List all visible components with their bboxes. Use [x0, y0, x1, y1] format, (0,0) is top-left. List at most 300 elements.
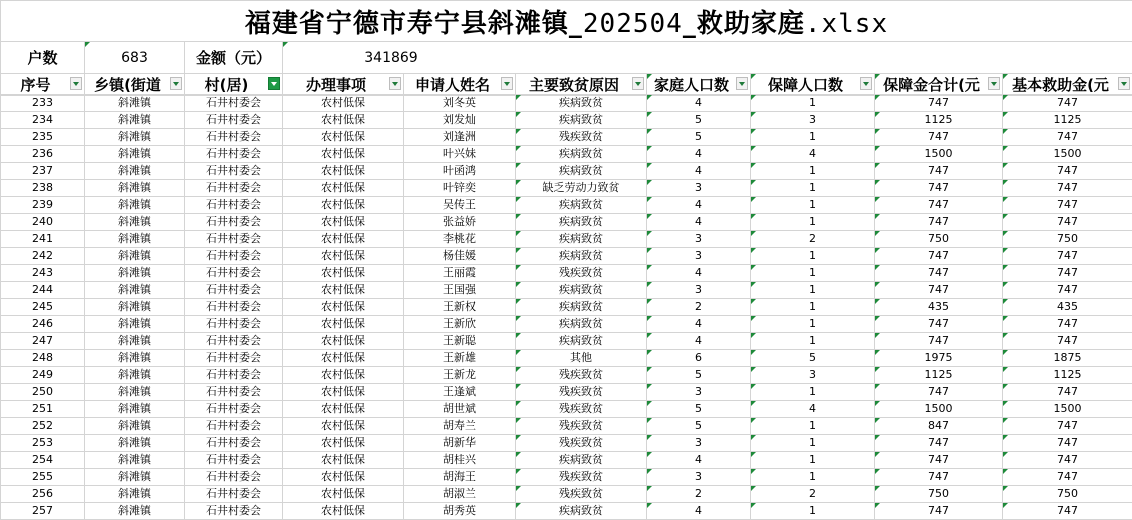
total-amount-cell[interactable]: 747	[875, 95, 1003, 112]
matter-cell[interactable]: 农村低保	[283, 299, 404, 316]
index-cell[interactable]: 248	[1, 350, 85, 367]
total-amount-cell[interactable]: 747	[875, 163, 1003, 180]
village-cell[interactable]: 石井村委会	[185, 163, 283, 180]
title-part-cn2: _救助家庭	[683, 9, 805, 39]
family-size-cell[interactable]: 5	[647, 401, 751, 418]
family-size-cell[interactable]: 4	[647, 95, 751, 112]
covered-size-cell[interactable]: 1	[751, 384, 875, 401]
matter-cell[interactable]: 农村低保	[283, 282, 404, 299]
village-cell[interactable]: 石井村委会	[185, 503, 283, 520]
reason-cell[interactable]: 残疾致贫	[516, 129, 647, 146]
township-cell[interactable]: 斜滩镇	[85, 265, 185, 282]
reason-cell[interactable]: 残疾致贫	[516, 367, 647, 384]
matter-cell[interactable]: 农村低保	[283, 486, 404, 503]
covered-size-cell[interactable]: 1	[751, 469, 875, 486]
applicant-cell[interactable]: 叶兴妹	[404, 146, 516, 163]
index-cell[interactable]: 246	[1, 316, 85, 333]
index-cell[interactable]: 244	[1, 282, 85, 299]
covered-size-cell[interactable]: 1	[751, 333, 875, 350]
filter-active-icon[interactable]	[268, 77, 280, 90]
total-amount-cell[interactable]: 747	[875, 248, 1003, 265]
covered-size-cell[interactable]: 3	[751, 367, 875, 384]
covered-size-cell[interactable]: 1	[751, 503, 875, 520]
covered-size-cell[interactable]: 1	[751, 129, 875, 146]
matter-cell[interactable]: 农村低保	[283, 316, 404, 333]
matter-cell[interactable]: 农村低保	[283, 112, 404, 129]
basic-amount-cell[interactable]: 747	[1003, 95, 1132, 112]
township-cell[interactable]: 斜滩镇	[85, 418, 185, 435]
family-size-cell[interactable]: 6	[647, 350, 751, 367]
village-cell[interactable]: 石井村委会	[185, 112, 283, 129]
table-row	[1, 197, 1132, 214]
total-amount-cell[interactable]: 1975	[875, 350, 1003, 367]
total-amount-cell[interactable]: 1500	[875, 401, 1003, 418]
basic-amount-cell[interactable]: 1500	[1003, 146, 1132, 163]
filter-dropdown-icon[interactable]	[501, 77, 513, 90]
township-cell[interactable]: 斜滩镇	[85, 231, 185, 248]
total-amount-cell[interactable]: 1125	[875, 367, 1003, 384]
total-amount-cell[interactable]: 747	[875, 214, 1003, 231]
sheet-title-cell[interactable]	[1, 1, 1132, 42]
reason-cell[interactable]: 残疾致贫	[516, 469, 647, 486]
matter-cell[interactable]: 农村低保	[283, 197, 404, 214]
covered-size-cell[interactable]: 1	[751, 299, 875, 316]
village-cell[interactable]: 石井村委会	[185, 95, 283, 112]
covered-size-cell[interactable]: 4	[751, 146, 875, 163]
total-amount-cell[interactable]: 1125	[875, 112, 1003, 129]
applicant-cell[interactable]: 王新欣	[404, 316, 516, 333]
covered-size-cell[interactable]: 2	[751, 231, 875, 248]
total-amount-cell[interactable]: 747	[875, 384, 1003, 401]
family-size-cell[interactable]: 4	[647, 214, 751, 231]
matter-cell[interactable]: 农村低保	[283, 333, 404, 350]
family-size-cell[interactable]: 3	[647, 384, 751, 401]
village-cell[interactable]: 石井村委会	[185, 384, 283, 401]
basic-amount-cell[interactable]: 747	[1003, 435, 1132, 452]
total-amount-cell[interactable]: 750	[875, 231, 1003, 248]
column-header-label: 家庭人口数	[654, 74, 729, 95]
family-size-cell[interactable]: 4	[647, 265, 751, 282]
reason-cell[interactable]: 疾病致贫	[516, 163, 647, 180]
applicant-cell[interactable]: 胡世斌	[404, 401, 516, 418]
township-cell[interactable]: 斜滩镇	[85, 129, 185, 146]
township-cell[interactable]: 斜滩镇	[85, 486, 185, 503]
col-header-township[interactable]	[85, 74, 185, 96]
basic-amount-cell[interactable]: 747	[1003, 129, 1132, 146]
township-cell[interactable]: 斜滩镇	[85, 435, 185, 452]
family-size-cell[interactable]: 4	[647, 316, 751, 333]
column-header-label: 村(居)	[205, 74, 249, 95]
family-size-cell[interactable]: 3	[647, 248, 751, 265]
township-cell[interactable]: 斜滩镇	[85, 299, 185, 316]
family-size-cell[interactable]: 3	[647, 469, 751, 486]
amount-label-cell[interactable]: 金额（元）	[185, 42, 283, 74]
village-cell[interactable]: 石井村委会	[185, 197, 283, 214]
table-row	[1, 248, 1132, 265]
family-size-cell[interactable]: 3	[647, 435, 751, 452]
total-amount-cell[interactable]: 747	[875, 452, 1003, 469]
covered-size-cell[interactable]: 1	[751, 282, 875, 299]
col-header-family-size[interactable]	[647, 74, 751, 96]
township-cell[interactable]: 斜滩镇	[85, 163, 185, 180]
applicant-cell[interactable]: 胡秀英	[404, 503, 516, 520]
table-row	[1, 333, 1132, 350]
filter-dropdown-icon[interactable]	[1118, 77, 1130, 90]
index-cell[interactable]: 241	[1, 231, 85, 248]
applicant-cell[interactable]: 杨佳媛	[404, 248, 516, 265]
applicant-cell[interactable]: 叶函鸿	[404, 163, 516, 180]
township-cell[interactable]: 斜滩镇	[85, 401, 185, 418]
total-amount-cell[interactable]: 747	[875, 197, 1003, 214]
reason-cell[interactable]: 疾病致贫	[516, 146, 647, 163]
reason-cell[interactable]: 残疾致贫	[516, 265, 647, 282]
applicant-cell[interactable]: 胡海王	[404, 469, 516, 486]
village-cell[interactable]: 石井村委会	[185, 418, 283, 435]
township-cell[interactable]: 斜滩镇	[85, 197, 185, 214]
applicant-cell[interactable]: 李桃花	[404, 231, 516, 248]
village-cell[interactable]: 石井村委会	[185, 316, 283, 333]
col-header-basic-amount[interactable]	[1003, 74, 1132, 96]
index-cell[interactable]: 247	[1, 333, 85, 350]
index-cell[interactable]: 242	[1, 248, 85, 265]
index-cell[interactable]: 238	[1, 180, 85, 197]
applicant-cell[interactable]: 王新龙	[404, 367, 516, 384]
col-header-covered-size[interactable]	[751, 74, 875, 96]
reason-cell[interactable]: 疾病致贫	[516, 316, 647, 333]
matter-cell[interactable]: 农村低保	[283, 401, 404, 418]
total-amount-cell[interactable]: 747	[875, 469, 1003, 486]
reason-cell[interactable]: 疾病致贫	[516, 333, 647, 350]
applicant-cell[interactable]: 张益娇	[404, 214, 516, 231]
family-size-cell[interactable]: 2	[647, 486, 751, 503]
family-size-cell[interactable]: 5	[647, 112, 751, 129]
matter-cell[interactable]: 农村低保	[283, 418, 404, 435]
amount-value: 341869	[283, 50, 499, 66]
index-cell[interactable]: 254	[1, 452, 85, 469]
basic-amount-cell[interactable]: 747	[1003, 469, 1132, 486]
township-cell[interactable]: 斜滩镇	[85, 367, 185, 384]
column-header-row	[0, 73, 1132, 96]
basic-amount-cell[interactable]: 747	[1003, 197, 1132, 214]
filter-dropdown-icon[interactable]	[70, 77, 82, 90]
index-cell[interactable]: 252	[1, 418, 85, 435]
total-amount-cell[interactable]: 435	[875, 299, 1003, 316]
table-row	[1, 214, 1132, 231]
applicant-cell[interactable]: 王逢斌	[404, 384, 516, 401]
matter-cell[interactable]: 农村低保	[283, 248, 404, 265]
applicant-cell[interactable]: 胡寿兰	[404, 418, 516, 435]
village-cell[interactable]: 石井村委会	[185, 299, 283, 316]
village-cell[interactable]: 石井村委会	[185, 282, 283, 299]
basic-amount-cell[interactable]: 747	[1003, 265, 1132, 282]
village-cell[interactable]: 石井村委会	[185, 435, 283, 452]
index-cell[interactable]: 250	[1, 384, 85, 401]
family-size-cell[interactable]: 3	[647, 282, 751, 299]
applicant-cell[interactable]: 叶锌奕	[404, 180, 516, 197]
covered-size-cell[interactable]: 3	[751, 112, 875, 129]
filter-dropdown-icon[interactable]	[736, 77, 748, 90]
index-cell[interactable]: 235	[1, 129, 85, 146]
village-cell[interactable]: 石井村委会	[185, 452, 283, 469]
covered-size-cell[interactable]: 1	[751, 248, 875, 265]
total-amount-cell[interactable]: 747	[875, 265, 1003, 282]
col-header-village[interactable]	[185, 74, 283, 96]
basic-amount-cell[interactable]: 747	[1003, 503, 1132, 520]
title-part-ext: .xlsx	[805, 9, 888, 39]
table-row	[1, 350, 1132, 367]
village-cell[interactable]: 石井村委会	[185, 350, 283, 367]
covered-size-cell[interactable]: 5	[751, 350, 875, 367]
column-header-label: 保障人口数	[768, 74, 843, 95]
township-cell[interactable]: 斜滩镇	[85, 112, 185, 129]
filter-dropdown-icon[interactable]	[860, 77, 872, 90]
covered-size-cell[interactable]: 1	[751, 197, 875, 214]
family-size-cell[interactable]: 4	[647, 197, 751, 214]
index-cell[interactable]: 239	[1, 197, 85, 214]
matter-cell[interactable]: 农村低保	[283, 214, 404, 231]
reason-cell[interactable]: 残疾致贫	[516, 418, 647, 435]
table-row	[1, 401, 1132, 418]
basic-amount-cell[interactable]: 750	[1003, 486, 1132, 503]
basic-amount-cell[interactable]: 1500	[1003, 401, 1132, 418]
index-cell[interactable]: 236	[1, 146, 85, 163]
covered-size-cell[interactable]: 1	[751, 163, 875, 180]
family-size-cell[interactable]: 4	[647, 452, 751, 469]
township-cell[interactable]: 斜滩镇	[85, 282, 185, 299]
table-row	[1, 129, 1132, 146]
table-row	[1, 112, 1132, 129]
matter-cell[interactable]: 农村低保	[283, 163, 404, 180]
total-amount-cell[interactable]: 1500	[875, 146, 1003, 163]
applicant-cell[interactable]: 胡新华	[404, 435, 516, 452]
village-cell[interactable]: 石井村委会	[185, 367, 283, 384]
village-cell[interactable]: 石井村委会	[185, 231, 283, 248]
reason-cell[interactable]: 疾病致贫	[516, 452, 647, 469]
total-amount-cell[interactable]: 747	[875, 503, 1003, 520]
sheet-title-row	[0, 0, 1132, 42]
reason-cell[interactable]: 残疾致贫	[516, 401, 647, 418]
basic-amount-cell[interactable]: 747	[1003, 316, 1132, 333]
table-row	[1, 265, 1132, 282]
column-header-label: 主要致贫原因	[529, 74, 619, 95]
family-size-cell[interactable]: 5	[647, 129, 751, 146]
index-cell[interactable]: 240	[1, 214, 85, 231]
filter-dropdown-icon[interactable]	[632, 77, 644, 90]
table-row	[1, 95, 1132, 112]
index-cell[interactable]: 233	[1, 95, 85, 112]
table-row	[1, 384, 1132, 401]
reason-cell[interactable]: 疾病致贫	[516, 112, 647, 129]
amount-value-cell[interactable]	[283, 42, 1132, 74]
township-cell[interactable]: 斜滩镇	[85, 384, 185, 401]
covered-size-cell[interactable]: 4	[751, 401, 875, 418]
reason-cell[interactable]: 疾病致贫	[516, 231, 647, 248]
matter-cell[interactable]: 农村低保	[283, 95, 404, 112]
col-header-index[interactable]	[1, 74, 85, 96]
matter-cell[interactable]: 农村低保	[283, 384, 404, 401]
filter-dropdown-icon[interactable]	[389, 77, 401, 90]
total-amount-cell[interactable]: 747	[875, 129, 1003, 146]
index-cell[interactable]: 251	[1, 401, 85, 418]
covered-size-cell[interactable]: 1	[751, 435, 875, 452]
village-cell[interactable]: 石井村委会	[185, 248, 283, 265]
family-size-cell[interactable]: 5	[647, 418, 751, 435]
basic-amount-cell[interactable]: 1125	[1003, 367, 1132, 384]
basic-amount-cell[interactable]: 747	[1003, 163, 1132, 180]
basic-amount-cell[interactable]: 750	[1003, 231, 1132, 248]
reason-cell[interactable]: 残疾致贫	[516, 384, 647, 401]
matter-cell[interactable]: 农村低保	[283, 452, 404, 469]
col-header-applicant[interactable]	[404, 74, 516, 96]
basic-amount-cell[interactable]: 747	[1003, 282, 1132, 299]
township-cell[interactable]: 斜滩镇	[85, 180, 185, 197]
total-amount-cell[interactable]: 750	[875, 486, 1003, 503]
total-amount-cell[interactable]: 747	[875, 316, 1003, 333]
applicant-cell[interactable]: 王新聪	[404, 333, 516, 350]
basic-amount-cell[interactable]: 747	[1003, 248, 1132, 265]
matter-cell[interactable]: 农村低保	[283, 350, 404, 367]
family-size-cell[interactable]: 3	[647, 231, 751, 248]
reason-cell[interactable]: 疾病致贫	[516, 299, 647, 316]
total-amount-cell[interactable]: 747	[875, 180, 1003, 197]
matter-cell[interactable]: 农村低保	[283, 435, 404, 452]
index-cell[interactable]: 249	[1, 367, 85, 384]
family-size-cell[interactable]: 4	[647, 163, 751, 180]
col-header-total-amount[interactable]	[875, 74, 1003, 96]
col-header-reason[interactable]	[516, 74, 647, 96]
applicant-cell[interactable]: 刘发灿	[404, 112, 516, 129]
township-cell[interactable]: 斜滩镇	[85, 452, 185, 469]
filter-dropdown-icon[interactable]	[988, 77, 1000, 90]
covered-size-cell[interactable]: 1	[751, 180, 875, 197]
covered-size-cell[interactable]: 1	[751, 316, 875, 333]
township-cell[interactable]: 斜滩镇	[85, 316, 185, 333]
index-cell[interactable]: 245	[1, 299, 85, 316]
reason-cell[interactable]: 其他	[516, 350, 647, 367]
family-size-cell[interactable]: 2	[647, 299, 751, 316]
township-cell[interactable]: 斜滩镇	[85, 214, 185, 231]
basic-amount-cell[interactable]: 1125	[1003, 112, 1132, 129]
covered-size-cell[interactable]: 1	[751, 265, 875, 282]
reason-cell[interactable]: 残疾致贫	[516, 435, 647, 452]
applicant-cell[interactable]: 王国强	[404, 282, 516, 299]
township-cell[interactable]: 斜滩镇	[85, 333, 185, 350]
village-cell[interactable]: 石井村委会	[185, 486, 283, 503]
matter-cell[interactable]: 农村低保	[283, 129, 404, 146]
total-amount-cell[interactable]: 747	[875, 435, 1003, 452]
index-cell[interactable]: 256	[1, 486, 85, 503]
index-cell[interactable]: 234	[1, 112, 85, 129]
basic-amount-cell[interactable]: 435	[1003, 299, 1132, 316]
township-cell[interactable]: 斜滩镇	[85, 350, 185, 367]
family-size-cell[interactable]: 4	[647, 503, 751, 520]
village-cell[interactable]: 石井村委会	[185, 214, 283, 231]
col-header-matter[interactable]	[283, 74, 404, 96]
family-size-cell[interactable]: 4	[647, 146, 751, 163]
total-amount-cell[interactable]: 747	[875, 333, 1003, 350]
township-cell[interactable]: 斜滩镇	[85, 95, 185, 112]
index-cell[interactable]: 257	[1, 503, 85, 520]
township-cell[interactable]: 斜滩镇	[85, 503, 185, 520]
index-cell[interactable]: 243	[1, 265, 85, 282]
index-cell[interactable]: 255	[1, 469, 85, 486]
summary-row	[0, 41, 1132, 74]
basic-amount-cell[interactable]: 747	[1003, 384, 1132, 401]
total-amount-cell[interactable]: 847	[875, 418, 1003, 435]
total-amount-cell[interactable]: 747	[875, 282, 1003, 299]
applicant-cell[interactable]: 吴传王	[404, 197, 516, 214]
township-cell[interactable]: 斜滩镇	[85, 469, 185, 486]
applicant-cell[interactable]: 胡淑兰	[404, 486, 516, 503]
covered-size-cell[interactable]: 1	[751, 418, 875, 435]
matter-cell[interactable]: 农村低保	[283, 231, 404, 248]
township-cell[interactable]: 斜滩镇	[85, 146, 185, 163]
households-value-cell[interactable]: 683	[85, 42, 185, 74]
village-cell[interactable]: 石井村委会	[185, 129, 283, 146]
reason-cell[interactable]: 疾病致贫	[516, 248, 647, 265]
reason-cell[interactable]: 缺乏劳动力致贫	[516, 180, 647, 197]
matter-cell[interactable]: 农村低保	[283, 469, 404, 486]
reason-cell[interactable]: 疾病致贫	[516, 503, 647, 520]
households-label-cell[interactable]: 户数	[1, 42, 85, 74]
table-row	[1, 435, 1132, 452]
village-cell[interactable]: 石井村委会	[185, 469, 283, 486]
covered-size-cell[interactable]: 1	[751, 452, 875, 469]
index-cell[interactable]: 253	[1, 435, 85, 452]
index-cell[interactable]: 237	[1, 163, 85, 180]
basic-amount-cell[interactable]: 1875	[1003, 350, 1132, 367]
village-cell[interactable]: 石井村委会	[185, 401, 283, 418]
family-size-cell[interactable]: 3	[647, 180, 751, 197]
reason-cell[interactable]: 残疾致贫	[516, 486, 647, 503]
covered-size-cell[interactable]: 2	[751, 486, 875, 503]
basic-amount-cell[interactable]: 747	[1003, 452, 1132, 469]
table-row	[1, 299, 1132, 316]
applicant-cell[interactable]: 刘冬英	[404, 95, 516, 112]
applicant-cell[interactable]: 刘逢洲	[404, 129, 516, 146]
filter-dropdown-icon[interactable]	[170, 77, 182, 90]
matter-cell[interactable]: 农村低保	[283, 146, 404, 163]
reason-cell[interactable]: 疾病致贫	[516, 214, 647, 231]
basic-amount-cell[interactable]: 747	[1003, 180, 1132, 197]
applicant-cell[interactable]: 王新雄	[404, 350, 516, 367]
basic-amount-cell[interactable]: 747	[1003, 333, 1132, 350]
applicant-cell[interactable]: 王新权	[404, 299, 516, 316]
village-cell[interactable]: 石井村委会	[185, 180, 283, 197]
matter-cell[interactable]: 农村低保	[283, 367, 404, 384]
matter-cell[interactable]: 农村低保	[283, 503, 404, 520]
township-cell[interactable]: 斜滩镇	[85, 248, 185, 265]
matter-cell[interactable]: 农村低保	[283, 180, 404, 197]
covered-size-cell[interactable]: 1	[751, 214, 875, 231]
reason-cell[interactable]: 疾病致贫	[516, 197, 647, 214]
applicant-cell[interactable]: 王丽霞	[404, 265, 516, 282]
family-size-cell[interactable]: 5	[647, 367, 751, 384]
covered-size-cell[interactable]: 1	[751, 95, 875, 112]
reason-cell[interactable]: 疾病致贫	[516, 282, 647, 299]
reason-cell[interactable]: 疾病致贫	[516, 95, 647, 112]
family-size-cell[interactable]: 4	[647, 333, 751, 350]
village-cell[interactable]: 石井村委会	[185, 265, 283, 282]
basic-amount-cell[interactable]: 747	[1003, 214, 1132, 231]
village-cell[interactable]: 石井村委会	[185, 146, 283, 163]
matter-cell[interactable]: 农村低保	[283, 265, 404, 282]
data-table	[0, 94, 1132, 520]
table-row	[1, 367, 1132, 384]
village-cell[interactable]: 石井村委会	[185, 333, 283, 350]
basic-amount-cell[interactable]: 747	[1003, 418, 1132, 435]
applicant-cell[interactable]: 胡桂兴	[404, 452, 516, 469]
